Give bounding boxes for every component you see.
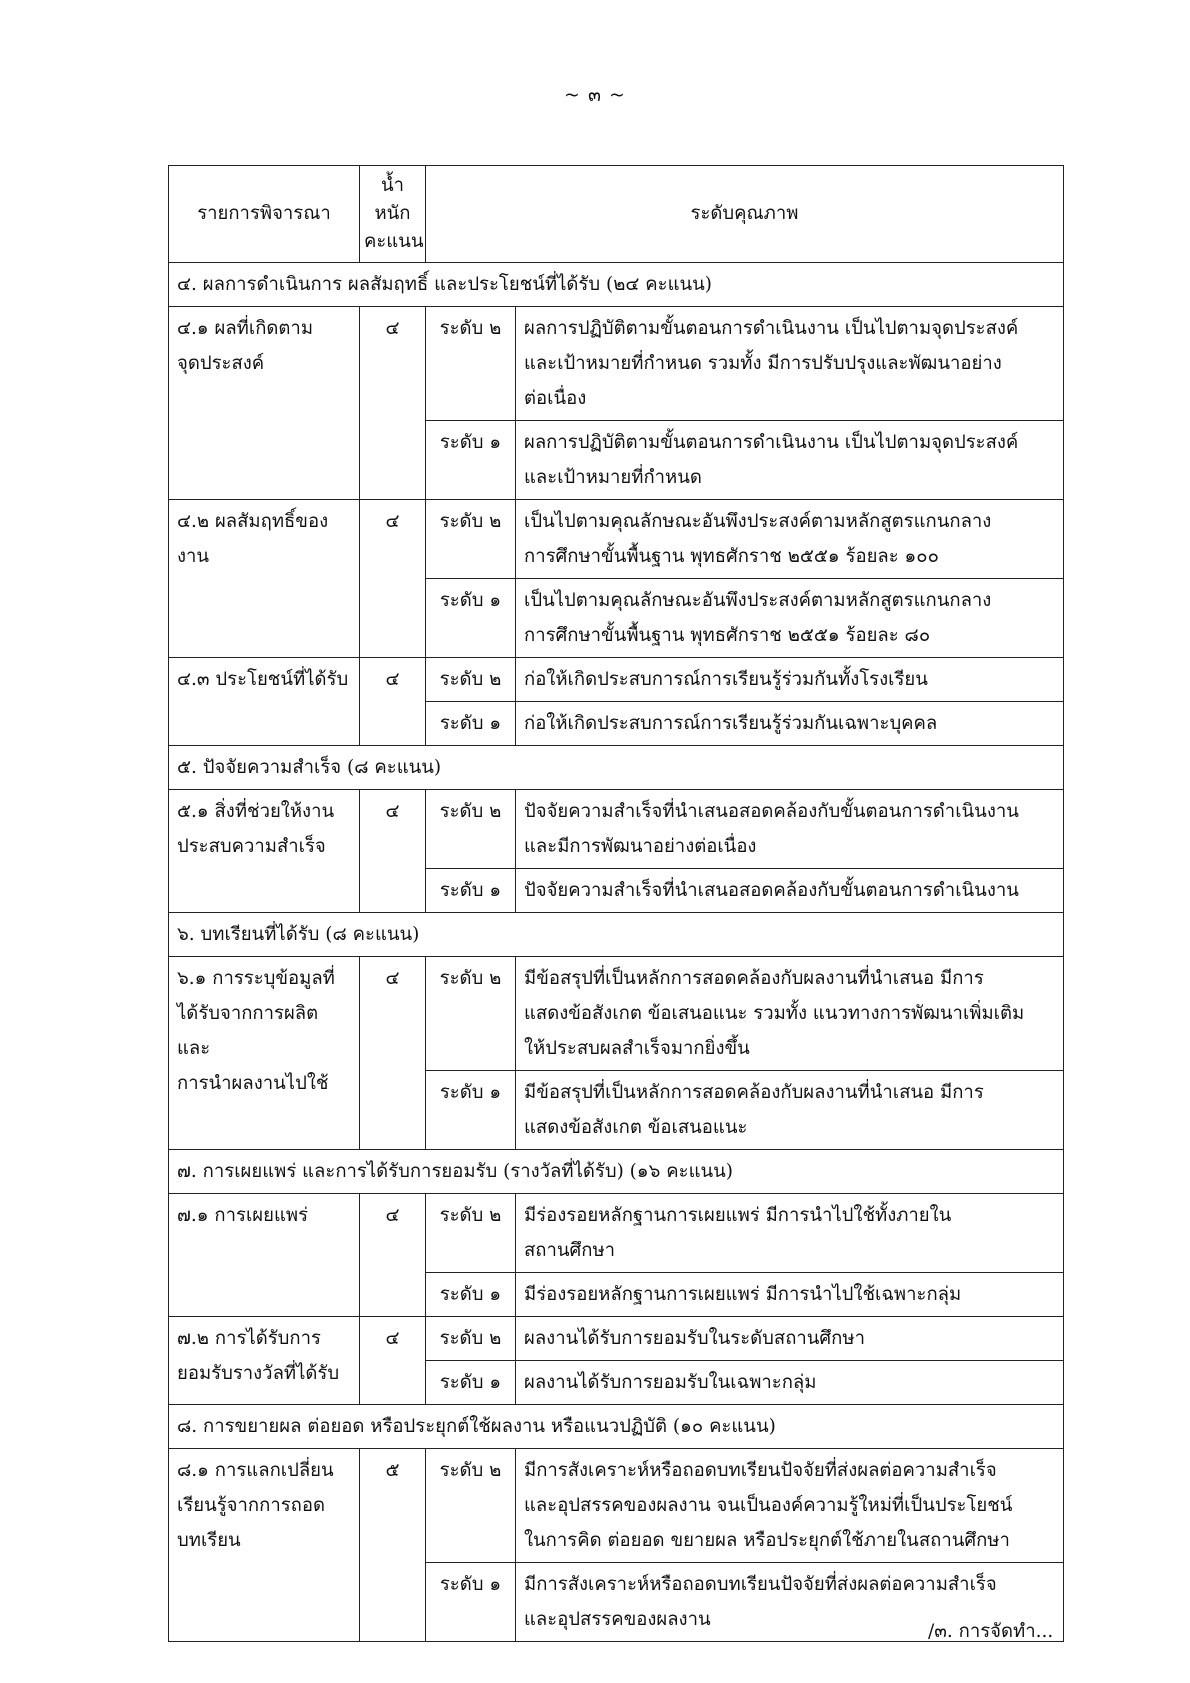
- level-description-line: ก่อให้เกิดประสบการณ์การเรียนรู้ร่วมกันทั้งโรงเรียน: [524, 669, 928, 690]
- criterion-name: [169, 790, 360, 913]
- quality-level: ระดับ ๒: [426, 1317, 516, 1361]
- table-header-row: [169, 166, 1064, 263]
- level-description: [516, 1071, 1064, 1150]
- level-description: [516, 1194, 1064, 1273]
- level-description-line: ผลงานได้รับการยอมรับในระดับสถานศึกษา: [524, 1328, 865, 1349]
- header-weight: [360, 166, 426, 263]
- quality-level: ระดับ ๑: [426, 421, 516, 500]
- section-row: [169, 1405, 1064, 1449]
- footer-continuation-note: /๓. การจัดทำ...: [928, 1621, 1054, 1642]
- criterion-name: [169, 500, 360, 658]
- level-description-line: มีการสังเคราะห์หรือถอดบทเรียนปัจจัยที่ส่งผลต่อความสำเร็จ: [524, 1460, 997, 1481]
- level-description-line: เป็นไปตามคุณลักษณะอันพึงประสงค์ตามหลักสูตรแกนกลาง: [524, 511, 992, 532]
- criterion-name-line: ๔.๒ ผลสัมฤทธิ์ของ: [177, 511, 329, 532]
- level-description: [516, 579, 1064, 658]
- level-description-line: ผลงานได้รับการยอมรับในเฉพาะกลุ่ม: [524, 1372, 817, 1393]
- criterion-weight: ๔: [360, 307, 426, 500]
- criterion-name-line: ประสบความสำเร็จ: [177, 836, 326, 857]
- level-description-line: มีข้อสรุปที่เป็นหลักการสอดคล้องกับผลงานที่นำเสนอ มีการ: [524, 968, 984, 989]
- level-description-line: และมีการพัฒนาอย่างต่อเนื่อง: [524, 836, 757, 857]
- criterion-weight: ๔: [360, 500, 426, 658]
- criterion-weight: ๔: [360, 1194, 426, 1317]
- table-row: [169, 500, 1064, 579]
- section-row: [169, 263, 1064, 307]
- criterion-name-line: ๕.๑ สิ่งที่ช่วยให้งาน: [177, 801, 335, 822]
- level-description-line: สถานศึกษา: [524, 1240, 616, 1261]
- section-title: ๘. การขยายผล ต่อยอด หรือประยุกต์ใช้ผลงาน หรือแนวปฏิบัติ (๑๐ คะแนน): [169, 1405, 1064, 1449]
- table-row: [169, 658, 1064, 702]
- quality-level: ระดับ ๑: [426, 1563, 516, 1642]
- criterion-name-line: ๘.๑ การแลกเปลี่ยน: [177, 1460, 334, 1481]
- criterion-name-line: ได้รับจากการผลิตและ: [177, 1003, 319, 1059]
- section-title: ๔. ผลการดำเนินการ ผลสัมฤทธิ์ และประโยชน์ที่ได้รับ (๒๔ คะแนน): [169, 263, 1064, 307]
- level-description-line: ผลการปฏิบัติตามขั้นตอนการดำเนินงาน เป็นไปตามจุดประสงค์: [524, 432, 1019, 453]
- criterion-name-line: ๖.๑ การระบุข้อมูลที่: [177, 968, 335, 989]
- level-description-line: ผลการปฏิบัติตามขั้นตอนการดำเนินงาน เป็นไปตามจุดประสงค์: [524, 318, 1019, 339]
- level-description-line: และเป้าหมายที่กำหนด: [524, 467, 702, 488]
- criterion-weight: ๔: [360, 658, 426, 746]
- table-row: [169, 957, 1064, 1071]
- level-description-line: มีร่องรอยหลักฐานการเผยแพร่ มีการนำไปใช้ทั้งภายใน: [524, 1205, 952, 1226]
- quality-level: ระดับ ๑: [426, 1273, 516, 1317]
- quality-level: ระดับ ๑: [426, 1071, 516, 1150]
- criterion-name: [169, 1449, 360, 1642]
- level-description-line: ต่อเนื่อง: [524, 388, 587, 409]
- criterion-name-line: ๗.๑ การเผยแพร่: [177, 1205, 308, 1226]
- quality-level: ระดับ ๒: [426, 500, 516, 579]
- criterion-name: [169, 1194, 360, 1317]
- criterion-name: [169, 658, 360, 746]
- level-description: [516, 869, 1064, 913]
- criterion-name-line: ๔.๓ ประโยชน์ที่ได้รับ: [177, 669, 349, 690]
- criterion-name: [169, 307, 360, 500]
- criterion-name-line: งาน: [177, 546, 210, 567]
- level-description-line: และอุปสรรคของผลงาน จนเป็นองค์ความรู้ใหม่ที่เป็นประโยชน์: [524, 1495, 1013, 1516]
- level-description-line: การศึกษาขั้นพื้นฐาน พุทธศักราช ๒๕๕๑ ร้อยละ ๘๐: [524, 625, 931, 646]
- level-description-line: ก่อให้เกิดประสบการณ์การเรียนรู้ร่วมกันเฉพาะบุคคล: [524, 713, 938, 734]
- quality-level: ระดับ ๑: [426, 579, 516, 658]
- level-description-line: มีข้อสรุปที่เป็นหลักการสอดคล้องกับผลงานที่นำเสนอ มีการ: [524, 1082, 984, 1103]
- criterion-name: [169, 957, 360, 1150]
- page-number: ~ ๓ ~: [564, 84, 626, 106]
- table-row: [169, 307, 1064, 421]
- level-description: [516, 790, 1064, 869]
- section-title: ๕. ปัจจัยความสำเร็จ (๘ คะแนน): [169, 746, 1064, 790]
- criterion-name-line: เรียนรู้จากการถอด: [177, 1495, 325, 1516]
- criterion-name: [169, 1317, 360, 1405]
- level-description: [516, 1361, 1064, 1405]
- section-title: ๗. การเผยแพร่ และการได้รับการยอมรับ (รางวัลที่ได้รับ) (๑๖ คะแนน): [169, 1150, 1064, 1194]
- level-description-line: การศึกษาขั้นพื้นฐาน พุทธศักราช ๒๕๕๑ ร้อยละ ๑๐๐: [524, 546, 939, 567]
- section-row: [169, 1150, 1064, 1194]
- quality-level: ระดับ ๒: [426, 957, 516, 1071]
- level-description: [516, 1449, 1064, 1563]
- level-description-line: เป็นไปตามคุณลักษณะอันพึงประสงค์ตามหลักสูตรแกนกลาง: [524, 590, 992, 611]
- criterion-name-line: บทเรียน: [177, 1530, 241, 1551]
- criterion-name-line: ๔.๑ ผลที่เกิดตาม: [177, 318, 314, 339]
- level-description-line: และเป้าหมายที่กำหนด รวมทั้ง มีการปรับปรุงและพัฒนาอย่าง: [524, 353, 1002, 374]
- table-row: [169, 1194, 1064, 1273]
- level-description-line: มีการสังเคราะห์หรือถอดบทเรียนปัจจัยที่ส่งผลต่อความสำเร็จ: [524, 1574, 997, 1595]
- level-description: [516, 307, 1064, 421]
- criterion-weight: ๔: [360, 790, 426, 913]
- level-description: [516, 1273, 1064, 1317]
- section-row: [169, 913, 1064, 957]
- table-body: [169, 263, 1064, 1642]
- level-description: [516, 421, 1064, 500]
- quality-level: ระดับ ๑: [426, 702, 516, 746]
- header-item: รายการพิจารณา: [169, 166, 360, 263]
- criterion-weight: ๔: [360, 1317, 426, 1405]
- quality-level: ระดับ ๒: [426, 1194, 516, 1273]
- level-description: [516, 1317, 1064, 1361]
- quality-level: ระดับ ๒: [426, 790, 516, 869]
- table-row: [169, 1317, 1064, 1361]
- header-quality: ระดับคุณภาพ: [426, 166, 1064, 263]
- criterion-weight: ๕: [360, 1449, 426, 1642]
- level-description-line: แสดงข้อสังเกต ข้อเสนอแนะ รวมทั้ง แนวทางการพัฒนาเพิ่มเติม: [524, 1003, 1025, 1024]
- criterion-name-line: จุดประสงค์: [177, 353, 265, 374]
- level-description-line: ให้ประสบผลสำเร็จมากยิ่งขึ้น: [524, 1038, 750, 1059]
- section-row: [169, 746, 1064, 790]
- header-weight-line1: น้ำหนัก: [374, 175, 411, 224]
- header-weight-line2: คะแนน: [364, 231, 424, 252]
- level-description-line: ในการคิด ต่อยอด ขยายผล หรือประยุกต์ใช้ภายในสถานศึกษา: [524, 1530, 1010, 1551]
- quality-level: ระดับ ๒: [426, 307, 516, 421]
- level-description: [516, 658, 1064, 702]
- level-description-line: และอุปสรรคของผลงาน: [524, 1609, 711, 1630]
- section-title: ๖. บทเรียนที่ได้รับ (๘ คะแนน): [169, 913, 1064, 957]
- level-description-line: มีร่องรอยหลักฐานการเผยแพร่ มีการนำไปใช้เฉพาะกลุ่ม: [524, 1284, 962, 1305]
- level-description: [516, 702, 1064, 746]
- criterion-name-line: ยอมรับรางวัลที่ได้รับ: [177, 1363, 340, 1384]
- criterion-name-line: การนำผลงานไปใช้: [177, 1073, 329, 1094]
- level-description: [516, 500, 1064, 579]
- quality-level: ระดับ ๑: [426, 869, 516, 913]
- quality-level: ระดับ ๒: [426, 658, 516, 702]
- level-description-line: ปัจจัยความสำเร็จที่นำเสนอสอดคล้องกับขั้นตอนการดำเนินงาน: [524, 801, 1019, 822]
- level-description-line: แสดงข้อสังเกต ข้อเสนอแนะ: [524, 1117, 748, 1138]
- quality-level: ระดับ ๑: [426, 1361, 516, 1405]
- level-description: [516, 957, 1064, 1071]
- criterion-weight: ๔: [360, 957, 426, 1150]
- quality-level: ระดับ ๒: [426, 1449, 516, 1563]
- evaluation-table: [168, 165, 1064, 1642]
- level-description-line: ปัจจัยความสำเร็จที่นำเสนอสอดคล้องกับขั้นตอนการดำเนินงาน: [524, 880, 1019, 901]
- criterion-name-line: ๗.๒ การได้รับการ: [177, 1328, 321, 1349]
- table-row: [169, 1449, 1064, 1563]
- table-row: [169, 790, 1064, 869]
